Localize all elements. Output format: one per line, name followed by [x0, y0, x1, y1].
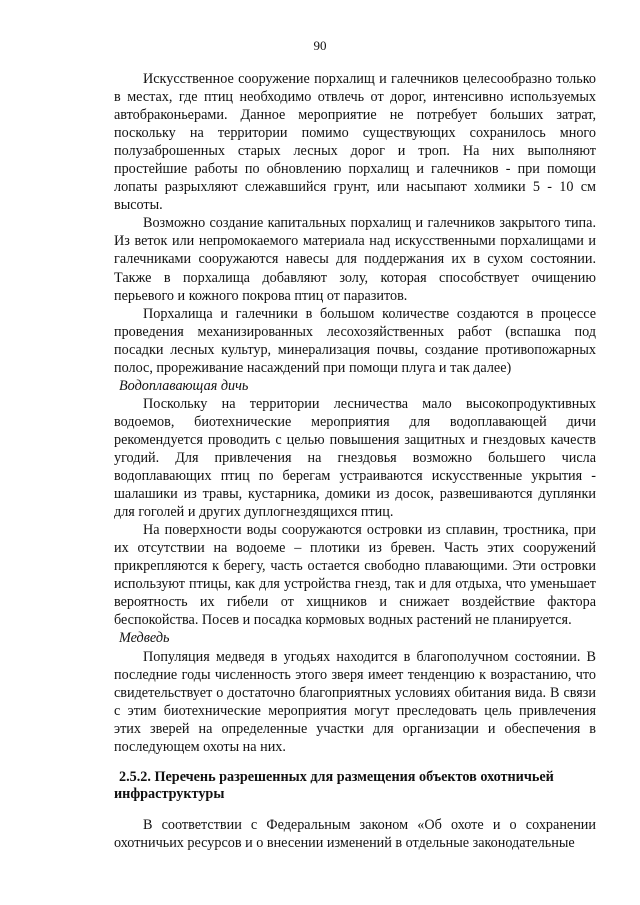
paragraph: Возможно создание капитальных порхалищ и галечников закрытого типа. Из веток или непромокаемого материала над искусственными порхалищами и галечниками сооружаются навесы для поддержания их в сухом состоянии. Также в порхалища добавляют золу, которая способствует очищению перьевого и кожного покрова птиц от паразитов.	[114, 215, 596, 304]
subheading-bear: Медведь	[119, 630, 170, 647]
paragraph: Искусственное сооружение порхалищ и галечников целесообразно только в местах, где птиц необходимо отвлечь от дорог, интенсивно используемых автобраконьерами. Данное мероприятие не потребует больших затрат, поскольку на территории помимо существующих сохранилось много полузаброшенных старых лесных дорог и троп. На них выполняют простейшие работы по обновлению порхалищ и галечников - при помощи лопаты разрыхляют слежавшийся грунт, или насыпают холмики 5 - 10 см высоты.	[114, 71, 596, 214]
paragraph: В соответствии с Федеральным законом «Об охоте и о сохранении охотничьих ресурсов и о внесении изменений в отдельные законодательные	[114, 816, 596, 851]
subheading-waterfowl: Водоплавающая дичь	[119, 377, 249, 394]
paragraph: Поскольку на территории лесничества мало высокопродуктивных водоемов, биотехнические мероприятия для водоплавающей дичи рекомендуется проводить с целью повышения защитных и гнездовых качеств угодий. Для привлечения на гнездовья возможно большего числа водоплавающих птиц по берегам устраиваются искусственные укрытия - шалашики из травы, кустарника, домики из досок, развешиваются дуплянки для гоголей и других дуплогнездящихся птиц.	[114, 395, 596, 521]
paragraph: На поверхности воды сооружаются островки из сплавин, тростника, при их отсутствии на водоеме – плотики из бревен. Часть этих сооружений прикрепляются к берегу, часть остается свободно плавающими. Эти островки используют птицы, как для устройства гнезд, так и для отдыха, что уменьшает вероятность их гибели от хищников и снижает воздействие фактора беспокойства. Посев и посадка кормовых водных растений не планируется.	[114, 522, 596, 629]
paragraph: Популяция медведя в угодьях находится в благополучном состоянии. В последние годы численность этого зверя имеет тенденцию к возрастанию, что свидетельствует о достаточно благоприятных условиях обитания вида. В связи с этим биотехнические мероприятия могут преследовать цель привлечения этих зверей на определенные участки для организации и обеспечения в последующем охоты на них.	[114, 648, 596, 755]
page-number: 90	[313, 38, 327, 53]
page-body	[114, 70, 596, 852]
section-heading-text: 2.5.2. Перечень разрешенных для размещения объектов охотничьей инфраструктуры	[114, 768, 554, 803]
section-heading	[114, 769, 596, 804]
paragraph: Порхалища и галечники в большом количестве создаются в процессе проведения механизированных лесохозяйственных работ (вспашка под посадки лесных культур, минерализация почвы, создание противопожарных полос, прореживание насаждений при помощи плуга и так далее)	[114, 305, 596, 376]
